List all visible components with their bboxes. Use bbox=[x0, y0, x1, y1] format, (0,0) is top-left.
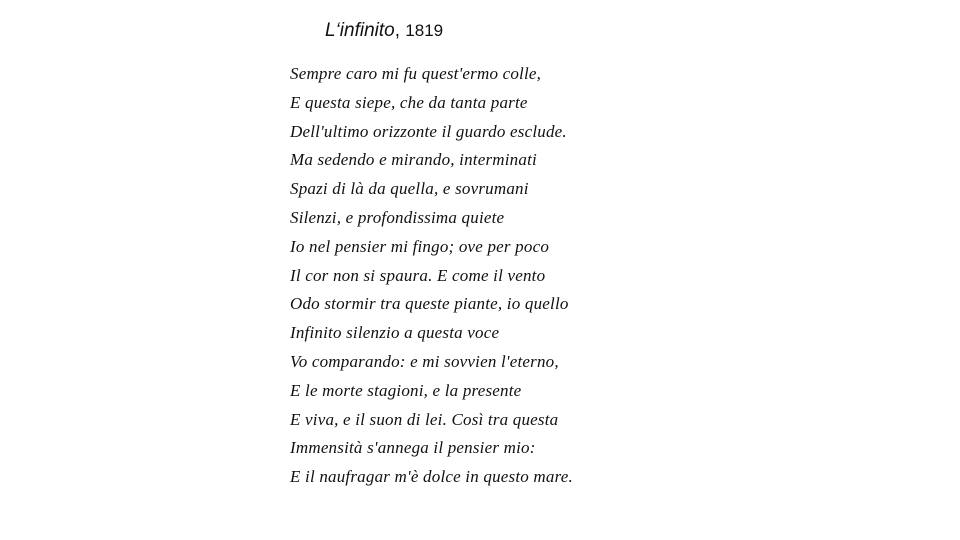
poem-line: Spazi di là da quella, e sovrumani bbox=[290, 179, 529, 199]
poem-line: E viva, e il suon di lei. Così tra questa bbox=[290, 409, 559, 429]
poem-line: Ma sedendo e mirando, interminati bbox=[290, 150, 537, 170]
poem-line: Dell'ultimo orizzonte il guardo esclude. bbox=[290, 121, 567, 141]
poem-title-year: 1819 bbox=[405, 21, 444, 40]
poem-title bbox=[325, 19, 443, 43]
poem-line: Vo comparando: e mi sovvien l'eterno, bbox=[290, 351, 559, 371]
poem-line: E le morte stagioni, e la presente bbox=[290, 380, 522, 400]
poem-title-work: L‘infinito bbox=[325, 20, 395, 41]
poem-line: Il cor non si spaura. E come il vento bbox=[290, 265, 546, 285]
poem-title-separator: , bbox=[394, 20, 406, 41]
poem-line: E il naufragar m'è dolce in questo mare. bbox=[290, 467, 573, 487]
poem-line: Infinito silenzio a questa voce bbox=[290, 323, 500, 343]
poem-line: Io nel pensier mi fingo; ove per poco bbox=[290, 236, 550, 256]
poem-line: Sempre caro mi fu quest'ermo colle, bbox=[290, 64, 542, 83]
poem-line: Immensità s'annega il pensier mio: bbox=[290, 438, 536, 458]
poem-line: Odo stormir tra queste piante, io quello bbox=[290, 294, 569, 314]
poem-text bbox=[290, 60, 573, 492]
poem-line: Silenzi, e profondissima quiete bbox=[290, 207, 505, 227]
poem-line: E questa siepe, che da tanta parte bbox=[290, 92, 528, 112]
